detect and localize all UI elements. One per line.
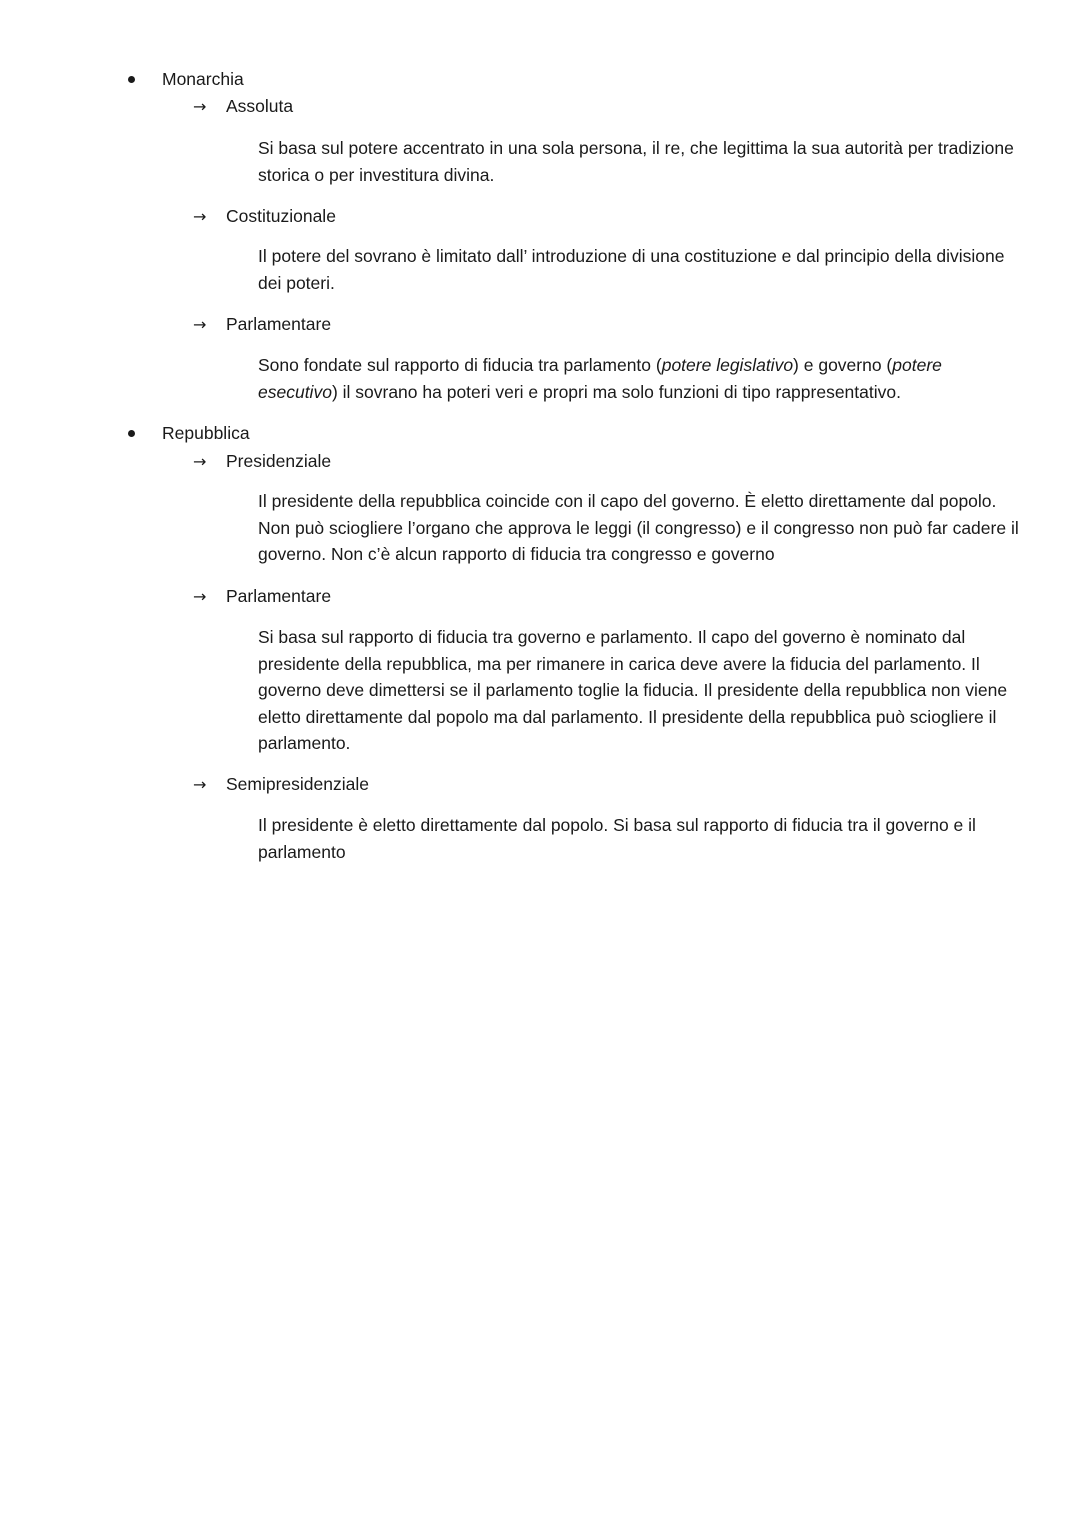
bullet-icon [128,76,135,83]
arrow-right-icon: → [193,587,207,606]
emphasis-term: potere esecutivo [258,355,942,402]
description-costituzionale: Il potere del sovrano è limitato dall’ introduzione di una costituzione e dal principio della divisione dei poteri. [258,246,1005,293]
sub-heading-label: Costituzionale [226,206,336,226]
emphasis-term: potere legislativo [661,355,794,375]
description-assoluta: Si basa sul potere accentrato in una sola persona, il re, che legittima la sua autorità per tradizione storica o per investitura divina. [258,138,1014,185]
description-parlamentare-monarchia [258,352,1020,405]
arrow-right-icon: → [193,207,207,226]
description-parlamentare-repubblica: Si basa sul rapporto di fiducia tra governo e parlamento. Il capo del governo è nominato dal presidente della repubblica, ma per rimanere in carica deve avere la fiducia del parlamento. Il governo deve dimettersi se il parlamento toglie la fiducia. Il presidente della repubblica non viene eletto direttamente dal popolo ma dal parlamento. Il presidente della repubblica può sciogliere il parlamento. [258,627,1008,753]
sub-heading-label: Parlamentare [226,314,332,334]
sub-heading-label: Parlamentare [226,586,332,606]
sub-heading-label: Semipresidenziale [226,774,369,794]
description-semipresidenziale: Il presidente è eletto direttamente dal popolo. Si basa sul rapporto di fiducia tra il governo e il parlamento [258,815,976,862]
arrow-right-icon: → [193,452,207,471]
sub-heading-label: Presidenziale [226,451,332,471]
arrow-right-icon: → [193,97,207,116]
text-part: Sono fondate sul rapporto di fiducia tra parlamento ( [258,355,662,375]
bullet-icon [128,430,135,437]
text-part: ) il sovrano ha poteri veri e propri ma solo funzioni di tipo rappresentativo. [331,381,901,402]
sub-heading-costituzionale [193,205,336,228]
arrow-right-icon: → [193,775,207,794]
arrow-right-icon: → [193,315,207,334]
section-title-repubblica: Repubblica [162,423,250,443]
sub-heading-parlamentare-repubblica [193,585,331,608]
sub-heading-label: Assoluta [226,96,294,116]
sub-heading-assoluta [193,95,293,118]
sub-heading-semipresidenziale [193,773,369,796]
text-part: ) e governo ( [793,355,893,375]
section-title-monarchia: Monarchia [162,69,244,89]
sub-heading-parlamentare-monarchia [193,313,331,336]
sub-heading-presidenziale [193,450,331,473]
description-presidenziale: Il presidente della repubblica coincide con il capo del governo. È eletto direttamente dal popolo. Non può sciogliere l’organo che approva le leggi (il congresso) e il congresso non può far cadere il governo. Non c’è alcun rapporto di fiducia tra congresso e governo [258,491,1019,564]
